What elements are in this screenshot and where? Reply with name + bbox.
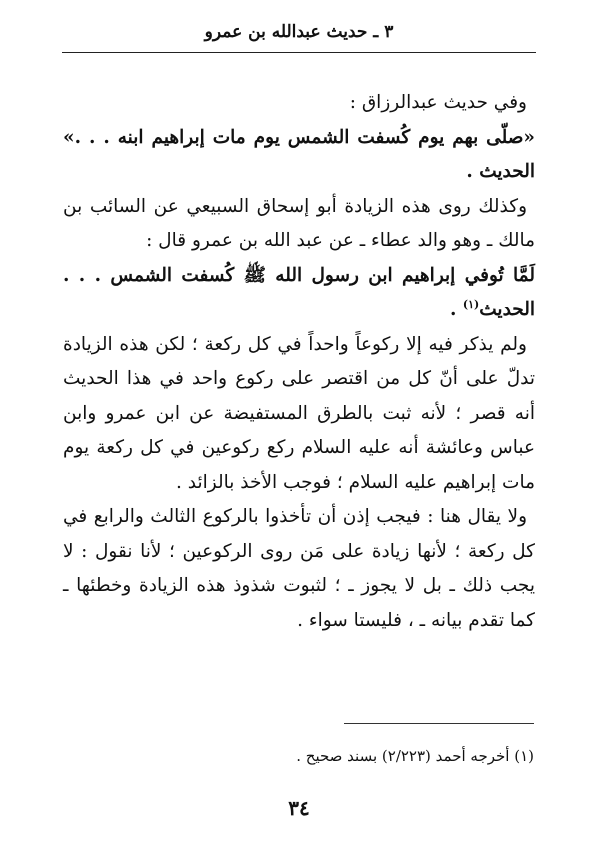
running-head: ٣ ـ حديث عبدالله بن عمرو — [204, 22, 394, 42]
quote-text: لَمَّا تُوفي إبراهيم ابن رسول الله ﷺ كُسفت الشمس . . . الحديث — [63, 264, 535, 320]
hadith-quote: «صلّى بهم يوم كُسفت الشمس يوم مات إبراهيم ابنه . . .» الحديث . — [63, 126, 535, 182]
quote-tail: . — [450, 299, 463, 320]
footnote: (١) أخرجه أحمد (٢/٢٢٣) بسند صحيح . — [296, 747, 534, 765]
paragraph: ولم يذكر فيه إلا ركوعاً واحداً في كل ركعة ؛ لكن هذه الزيادة تدلّ على أنّ كل من اقتصر على ركوع واحد في هذا الحديث أنه قصر ؛ لأنه ثبت بالطرق المستفيضة عن ابن عمرو وابن عباس وعائشة أنه عليه السلام ركع ركوعين في كل ركعة يوم مات إبراهيم عليه السلام ؛ فوجب الأخذ بالزائد . — [63, 333, 535, 493]
page-number: ٣٤ — [288, 796, 310, 820]
hadith-quote — [63, 259, 535, 328]
header-rule — [62, 52, 536, 53]
footnote-marker: (١) — [462, 297, 480, 311]
paragraph: وكذلك روى هذه الزيادة أبو إسحاق السبيعي عن السائب بن مالك ـ وهو والد عطاء ـ عن عبد الله بن عمرو قال : — [63, 195, 535, 251]
paragraph: ولا يقال هنا : فيجب إذن أن تأخذوا بالركوع الثالث والرابع في كل ركعة ؛ لأنها زيادة على مَن روى الركوعين ؛ لأنا نقول : لا يجب ذلك ـ بل لا يجوز ـ ؛ لثبوت شذوذ هذه الزيادة وخطئها ـ كما تقدم بيانه ـ ، فليستا سواء . — [63, 506, 535, 631]
main-text — [63, 86, 535, 638]
footnote-rule — [344, 723, 534, 724]
paragraph-intro: وفي حديث عبدالرزاق : — [349, 92, 527, 113]
